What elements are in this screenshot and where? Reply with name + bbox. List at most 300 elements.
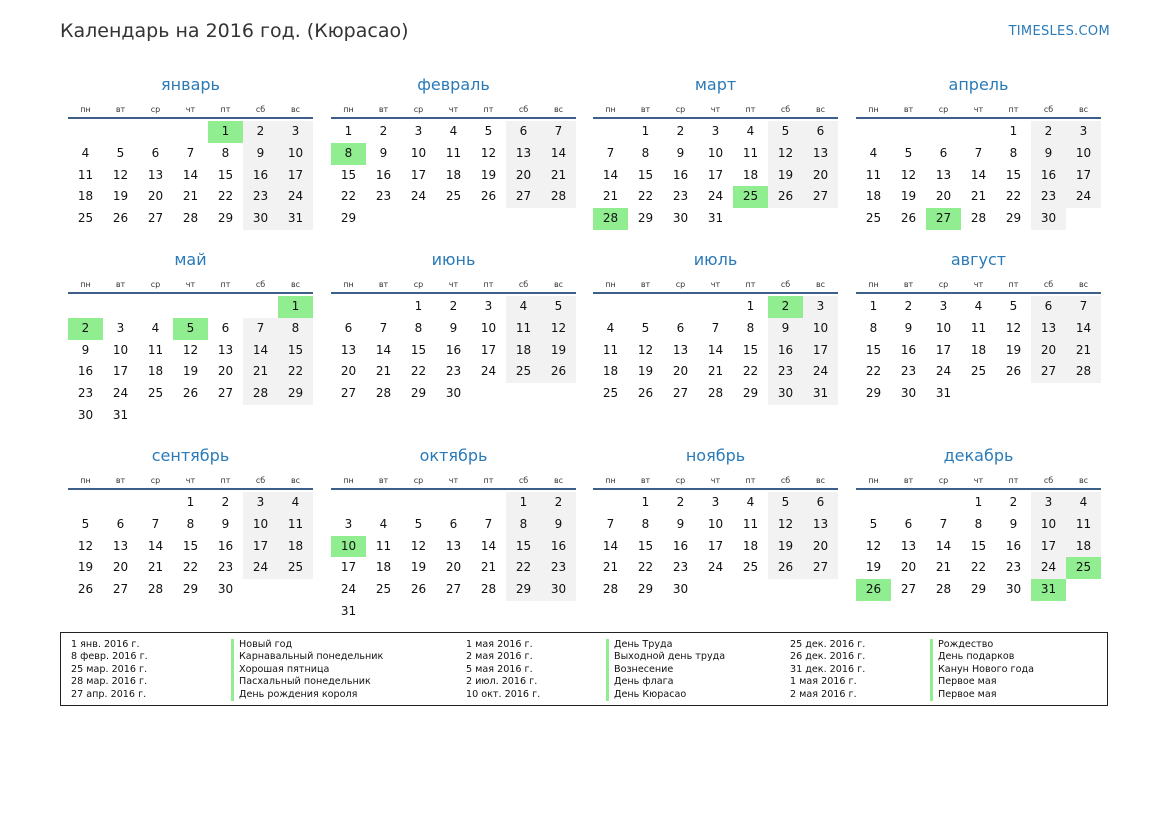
month-block <box>593 75 838 230</box>
day-cell: 18 <box>742 167 759 182</box>
weekday-label: вс <box>290 476 301 485</box>
day-cell: 18 <box>865 189 882 204</box>
day-cell: 12 <box>410 538 427 553</box>
weekday-header <box>331 468 576 485</box>
day-cell: 29 <box>506 579 541 601</box>
day-cell: 19 <box>112 189 129 204</box>
legend-names-column <box>930 639 1034 701</box>
weekday-label: чт <box>973 280 984 289</box>
day-cell: 19 <box>768 536 803 558</box>
weekday-label: вс <box>553 280 564 289</box>
weekday-label: вт <box>115 280 126 289</box>
weekday-label: пн <box>343 280 354 289</box>
day-cell: 9 <box>449 320 458 335</box>
day-cell: 17 <box>278 165 313 187</box>
day-cell: 1 <box>414 299 423 313</box>
day-cell: 11 <box>375 538 392 553</box>
day-cell: 16 <box>445 342 462 357</box>
day-cell: 15 <box>742 342 759 357</box>
month-name: сентябрь <box>151 446 230 465</box>
weekday-label: сб <box>518 280 529 289</box>
holiday-day-cell: 27 <box>926 208 961 230</box>
day-cell: 27 <box>217 386 234 401</box>
day-cell: 7 <box>186 145 195 160</box>
day-cell: 8 <box>974 516 983 531</box>
day-cell: 3 <box>344 516 353 531</box>
month-block <box>856 250 1101 405</box>
weekday-label: вс <box>815 280 826 289</box>
holiday-day-cell: 2 <box>68 318 103 340</box>
day-cell: 6 <box>1031 296 1066 318</box>
legend-holiday-name: День Труда <box>614 639 673 650</box>
day-cell: 15 <box>217 167 234 182</box>
empty-cell <box>856 121 891 143</box>
weekday-header <box>856 97 1101 114</box>
empty-cell <box>593 121 628 143</box>
day-cell: 16 <box>77 364 94 379</box>
days-grid <box>856 492 1101 601</box>
day-cell: 2 <box>904 299 913 313</box>
weekday-label: пт <box>483 105 494 114</box>
weekday-label: пт <box>220 476 231 485</box>
day-cell: 10 <box>1031 514 1066 536</box>
day-cell: 22 <box>410 364 427 379</box>
day-cell: 1 <box>1009 124 1018 138</box>
day-cell: 28 <box>480 582 497 597</box>
weekday-label: сб <box>1043 476 1054 485</box>
day-cell: 25 <box>602 386 619 401</box>
day-cell: 27 <box>147 211 164 226</box>
day-cell: 27 <box>672 386 689 401</box>
weekday-label: чт <box>973 476 984 485</box>
weekday-label: чт <box>973 105 984 114</box>
day-cell: 17 <box>803 340 838 362</box>
empty-cell <box>68 296 103 318</box>
day-cell: 9 <box>541 514 576 536</box>
legend-date: 26 дек. 2016 г. <box>790 651 866 663</box>
legend-date: 1 мая 2016 г. <box>790 676 857 688</box>
holiday-day-cell: 10 <box>331 536 366 558</box>
weekday-label: сб <box>255 476 266 485</box>
day-cell: 1 <box>641 495 650 509</box>
day-cell: 15 <box>637 538 654 553</box>
month-block <box>856 446 1101 601</box>
holiday-day-cell: 5 <box>173 318 208 340</box>
day-cell: 3 <box>803 296 838 318</box>
weekday-header <box>331 272 576 289</box>
weekday-label: чт <box>710 105 721 114</box>
day-cell: 17 <box>707 538 724 553</box>
empty-cell <box>628 296 663 318</box>
day-cell: 21 <box>147 560 164 575</box>
day-cell: 30 <box>672 211 689 226</box>
day-cell: 21 <box>1066 340 1101 362</box>
day-cell: 16 <box>375 167 392 182</box>
day-cell: 22 <box>340 189 357 204</box>
day-cell: 26 <box>182 386 199 401</box>
day-cell: 14 <box>707 342 724 357</box>
day-cell: 24 <box>803 361 838 383</box>
day-cell: 30 <box>1031 208 1066 230</box>
day-cell: 30 <box>1005 582 1022 597</box>
weekday-label: сб <box>255 280 266 289</box>
holiday-day-cell: 1 <box>278 296 313 318</box>
day-cell: 25 <box>970 364 987 379</box>
day-cell: 22 <box>217 189 234 204</box>
day-cell: 18 <box>375 560 392 575</box>
day-cell: 29 <box>340 211 357 226</box>
day-cell: 25 <box>147 386 164 401</box>
weekday-label: ср <box>675 476 686 485</box>
day-cell: 12 <box>77 538 94 553</box>
day-cell: 1 <box>974 495 983 509</box>
day-cell: 19 <box>865 560 882 575</box>
header-divider <box>68 117 313 119</box>
day-cell: 16 <box>768 340 803 362</box>
holiday-day-cell: 31 <box>1031 579 1066 601</box>
month-name: август <box>950 250 1007 269</box>
day-cell: 20 <box>445 560 462 575</box>
empty-cell <box>593 492 628 514</box>
header-divider <box>593 117 838 119</box>
day-cell: 8 <box>221 145 230 160</box>
day-cell: 12 <box>865 538 882 553</box>
day-cell: 11 <box>1066 514 1101 536</box>
holiday-day-cell: 1 <box>208 121 243 143</box>
month-name: июнь <box>431 250 476 269</box>
day-cell: 13 <box>217 342 234 357</box>
day-cell: 31 <box>707 211 724 226</box>
month-name: октябрь <box>419 446 488 465</box>
day-cell: 14 <box>970 167 987 182</box>
empty-cell <box>401 492 436 514</box>
day-cell: 29 <box>182 582 199 597</box>
day-cell: 31 <box>278 208 313 230</box>
month-name: январь <box>161 75 220 94</box>
legend-date: 25 мар. 2016 г. <box>71 663 148 675</box>
weekday-label: пн <box>868 476 879 485</box>
day-cell: 7 <box>939 516 948 531</box>
day-cell: 14 <box>602 538 619 553</box>
weekday-label: ср <box>413 476 424 485</box>
weekday-header <box>331 97 576 114</box>
holiday-day-cell: 25 <box>1066 557 1101 579</box>
month-block <box>68 446 313 601</box>
day-cell: 7 <box>1066 296 1101 318</box>
day-cell: 19 <box>182 364 199 379</box>
day-cell: 20 <box>803 536 838 558</box>
day-cell: 17 <box>935 342 952 357</box>
holiday-day-cell: 8 <box>331 143 366 165</box>
day-cell: 4 <box>379 516 388 531</box>
day-cell: 4 <box>278 492 313 514</box>
day-cell: 18 <box>77 189 94 204</box>
empty-cell <box>698 296 733 318</box>
day-cell: 21 <box>707 364 724 379</box>
day-cell: 15 <box>970 538 987 553</box>
day-cell: 8 <box>746 320 755 335</box>
header-divider <box>856 292 1101 294</box>
day-cell: 15 <box>1005 167 1022 182</box>
weekday-label: пт <box>483 476 494 485</box>
month-block <box>68 250 313 427</box>
empty-cell <box>138 492 173 514</box>
month-name: апрель <box>948 75 1009 94</box>
day-cell: 11 <box>445 145 462 160</box>
day-cell: 19 <box>900 189 917 204</box>
day-cell: 3 <box>939 299 948 313</box>
days-grid <box>68 492 313 601</box>
month-name: июль <box>693 250 738 269</box>
day-cell: 6 <box>506 121 541 143</box>
day-cell: 15 <box>182 538 199 553</box>
weekday-label: вт <box>115 105 126 114</box>
day-cell: 16 <box>900 342 917 357</box>
day-cell: 4 <box>974 299 983 313</box>
empty-cell <box>891 492 926 514</box>
day-cell: 13 <box>112 538 129 553</box>
header-divider <box>331 117 576 119</box>
day-cell: 24 <box>707 189 724 204</box>
weekday-header <box>856 272 1101 289</box>
day-cell: 17 <box>340 560 357 575</box>
holiday-day-cell: 25 <box>733 186 768 208</box>
day-cell: 13 <box>340 342 357 357</box>
day-cell: 17 <box>707 167 724 182</box>
day-cell: 25 <box>77 211 94 226</box>
day-cell: 19 <box>541 340 576 362</box>
empty-cell <box>138 121 173 143</box>
weekday-label: вт <box>640 280 651 289</box>
day-cell: 28 <box>243 383 278 405</box>
day-cell: 10 <box>278 143 313 165</box>
weekday-label: ср <box>938 105 949 114</box>
day-cell: 8 <box>506 514 541 536</box>
day-cell: 29 <box>637 582 654 597</box>
day-cell: 18 <box>602 364 619 379</box>
weekday-label: пн <box>605 476 616 485</box>
day-cell: 13 <box>672 342 689 357</box>
day-cell: 20 <box>217 364 234 379</box>
weekday-label: вт <box>378 476 389 485</box>
day-cell: 18 <box>970 342 987 357</box>
day-cell: 4 <box>746 495 755 509</box>
day-cell: 16 <box>672 167 689 182</box>
day-cell: 31 <box>935 386 952 401</box>
weekday-label: ср <box>150 280 161 289</box>
day-cell: 1 <box>344 124 353 138</box>
legend-date: 27 апр. 2016 г. <box>71 688 147 700</box>
day-cell: 23 <box>900 364 917 379</box>
day-cell: 14 <box>147 538 164 553</box>
day-cell: 23 <box>445 364 462 379</box>
legend-holiday-name: День Кюрасао <box>614 688 687 700</box>
weekday-header <box>68 468 313 485</box>
day-cell: 9 <box>676 145 685 160</box>
day-cell: 30 <box>672 582 689 597</box>
day-cell: 29 <box>865 386 882 401</box>
day-cell: 7 <box>151 516 160 531</box>
day-cell: 21 <box>243 361 278 383</box>
day-cell: 27 <box>1031 361 1066 383</box>
empty-cell <box>68 121 103 143</box>
weekday-label: пт <box>1008 280 1019 289</box>
day-cell: 2 <box>1009 495 1018 509</box>
month-block <box>593 250 838 405</box>
day-cell: 19 <box>410 560 427 575</box>
weekday-label: чт <box>448 280 459 289</box>
day-cell: 12 <box>768 514 803 536</box>
day-cell: 5 <box>904 145 913 160</box>
weekday-label: ср <box>150 476 161 485</box>
day-cell: 20 <box>340 364 357 379</box>
day-cell: 11 <box>147 342 164 357</box>
day-cell: 13 <box>803 143 838 165</box>
day-cell: 9 <box>379 145 388 160</box>
day-cell: 11 <box>742 145 759 160</box>
day-cell: 11 <box>278 514 313 536</box>
day-cell: 21 <box>375 364 392 379</box>
weekday-label: вс <box>1078 476 1089 485</box>
day-cell: 6 <box>676 320 685 335</box>
day-cell: 12 <box>480 145 497 160</box>
legend-date: 28 мар. 2016 г. <box>71 676 148 688</box>
day-cell: 26 <box>112 211 129 226</box>
day-cell: 1 <box>869 299 878 313</box>
weekday-label: сб <box>1043 280 1054 289</box>
legend-holiday-name: Рождество <box>938 639 994 650</box>
holiday-day-cell: 26 <box>856 579 891 601</box>
day-cell: 3 <box>116 320 125 335</box>
day-cell: 20 <box>900 560 917 575</box>
brand-link[interactable]: TIMESLES.COM <box>1008 24 1110 39</box>
day-cell: 28 <box>541 186 576 208</box>
empty-cell <box>138 296 173 318</box>
day-cell: 31 <box>112 407 129 422</box>
day-cell: 31 <box>340 603 357 618</box>
weekday-label: сб <box>780 280 791 289</box>
weekday-header <box>593 97 838 114</box>
day-cell: 15 <box>637 167 654 182</box>
day-cell: 14 <box>375 342 392 357</box>
day-cell: 24 <box>1066 186 1101 208</box>
day-cell: 24 <box>243 557 278 579</box>
day-cell: 8 <box>641 145 650 160</box>
day-cell: 11 <box>77 167 94 182</box>
day-cell: 7 <box>243 318 278 340</box>
day-cell: 9 <box>1009 516 1018 531</box>
day-cell: 8 <box>1009 145 1018 160</box>
day-cell: 16 <box>217 538 234 553</box>
weekday-label: пт <box>745 476 756 485</box>
day-cell: 29 <box>410 386 427 401</box>
weekday-label: сб <box>518 105 529 114</box>
day-cell: 28 <box>970 211 987 226</box>
weekday-label: вт <box>640 476 651 485</box>
day-cell: 22 <box>506 557 541 579</box>
legend-date: 31 дек. 2016 г. <box>790 663 866 675</box>
weekday-label: вс <box>815 476 826 485</box>
day-cell: 4 <box>449 124 458 138</box>
day-cell: 3 <box>484 299 493 313</box>
day-cell: 21 <box>970 189 987 204</box>
legend-holiday-name: День рождения короля <box>239 688 358 700</box>
day-cell: 6 <box>116 516 125 531</box>
day-cell: 2 <box>221 495 230 509</box>
legend-date: 2 мая 2016 г. <box>466 651 533 663</box>
day-cell: 9 <box>676 516 685 531</box>
empty-cell <box>68 492 103 514</box>
day-cell: 3 <box>1031 492 1066 514</box>
legend-holiday-name: Выходной день труда <box>614 651 726 663</box>
day-cell: 29 <box>278 383 313 405</box>
day-cell: 14 <box>1066 318 1101 340</box>
weekday-label: вт <box>903 476 914 485</box>
legend-dates-column <box>466 639 540 701</box>
day-cell: 19 <box>637 364 654 379</box>
day-cell: 26 <box>541 361 576 383</box>
day-cell: 30 <box>243 208 278 230</box>
empty-cell <box>173 121 208 143</box>
legend-date: 10 окт. 2016 г. <box>466 688 541 700</box>
day-cell: 18 <box>445 167 462 182</box>
day-cell: 20 <box>803 165 838 187</box>
day-cell: 5 <box>641 320 650 335</box>
day-cell: 6 <box>803 492 838 514</box>
day-cell: 16 <box>541 536 576 558</box>
day-cell: 24 <box>112 386 129 401</box>
day-cell: 23 <box>541 557 576 579</box>
day-cell: 24 <box>410 189 427 204</box>
weekday-label: чт <box>185 476 196 485</box>
weekday-label: пт <box>220 280 231 289</box>
legend-names-column <box>606 639 725 701</box>
weekday-label: пт <box>220 105 231 114</box>
days-grid <box>593 492 838 601</box>
empty-cell <box>436 492 471 514</box>
day-cell: 5 <box>1009 299 1018 313</box>
day-cell: 25 <box>445 189 462 204</box>
day-cell: 30 <box>541 579 576 601</box>
day-cell: 11 <box>970 320 987 335</box>
day-cell: 2 <box>449 299 458 313</box>
weekday-label: пн <box>868 280 879 289</box>
day-cell: 23 <box>768 361 803 383</box>
empty-cell <box>173 296 208 318</box>
day-cell: 30 <box>900 386 917 401</box>
weekday-label: вт <box>903 280 914 289</box>
day-cell: 4 <box>151 320 160 335</box>
day-cell: 5 <box>768 121 803 143</box>
day-cell: 9 <box>1031 143 1066 165</box>
day-cell: 9 <box>904 320 913 335</box>
day-cell: 5 <box>116 145 125 160</box>
days-grid <box>331 296 576 405</box>
day-cell: 16 <box>1005 538 1022 553</box>
empty-cell <box>926 492 961 514</box>
day-cell: 14 <box>602 167 619 182</box>
day-cell: 12 <box>182 342 199 357</box>
weekday-label: пт <box>483 280 494 289</box>
day-cell: 18 <box>278 536 313 558</box>
weekday-label: пн <box>343 105 354 114</box>
day-cell: 3 <box>278 121 313 143</box>
weekday-header <box>68 272 313 289</box>
day-cell: 11 <box>742 516 759 531</box>
day-cell: 26 <box>900 211 917 226</box>
day-cell: 4 <box>746 124 755 138</box>
legend-holiday-name: Новый год <box>239 639 293 650</box>
